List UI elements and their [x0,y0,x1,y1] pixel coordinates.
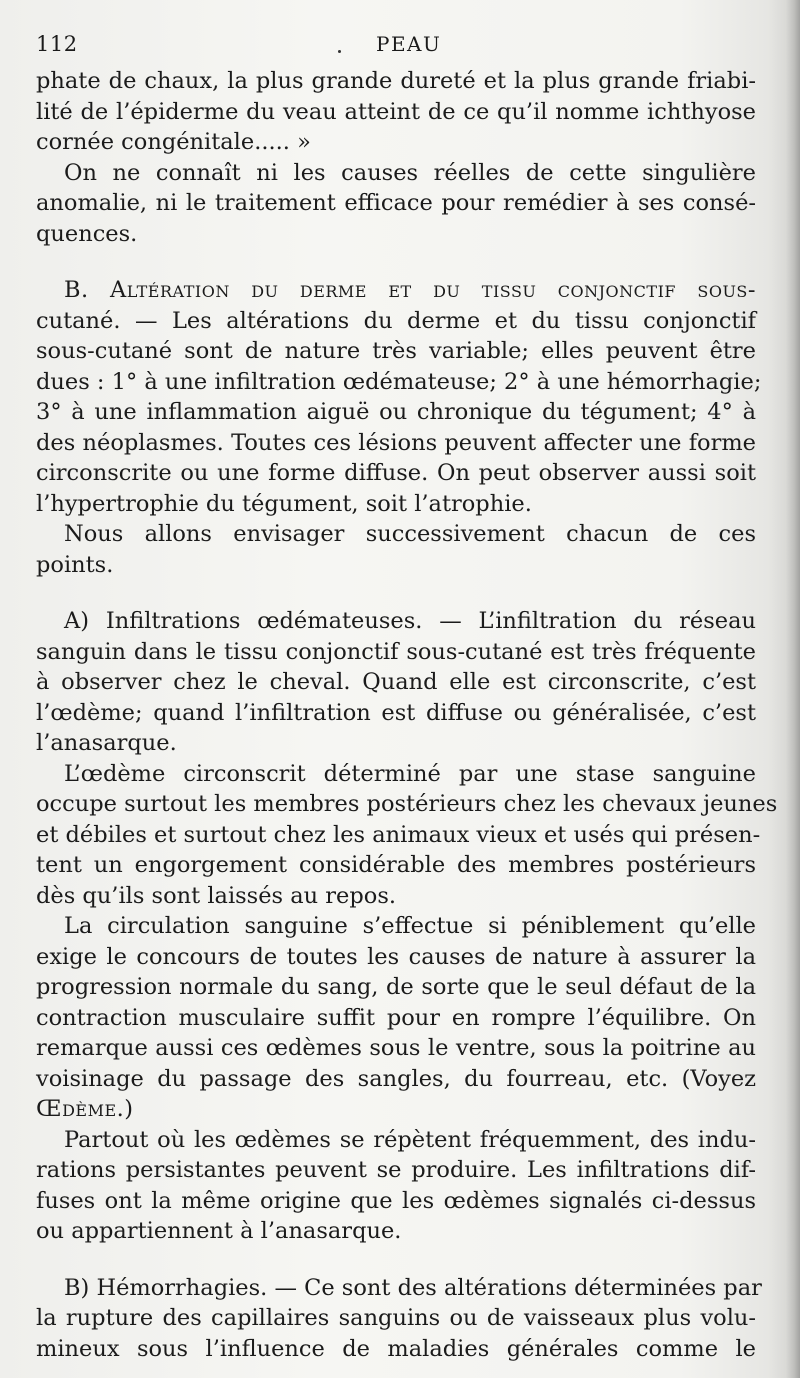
running-title: PEAU [376,32,442,56]
text-line: fuses ont la même origine que les œdèmes signalés ci-dessus [36,1187,756,1214]
text-line: ou appartiennent à l’anasarque. [36,1218,402,1244]
text-line: Partout où les œdèmes se répètent fréquemment, des indu- [64,1126,756,1153]
text-line: mineux sous l’influence de maladies générales comme le [36,1335,756,1362]
text-line: progression normale du sang, de sorte que le seul défaut de la [36,974,756,1000]
text-line: voisinage du passage des sangles, du fourreau, etc. (Voyez [36,1065,756,1092]
text-line: La circulation sanguine s’effectue si péniblement qu’elle [64,913,756,939]
text-line: dès qu’ils sont laissés au repos. [36,882,397,909]
text-line: circonscrite ou une forme diffuse. On peut observer aussi soit [36,460,756,486]
body-text [36,66,778,1364]
text-line: sous-cutané sont de nature très variable; elles peuvent être [36,338,756,364]
text-line: phate de chaux, la plus grande dureté et la plus grande friabi- [36,68,756,94]
text-line: occupe surtout les membres postérieurs chez les chevaux jeunes [36,791,778,817]
text-line: l’anasarque. [36,730,177,756]
text-line: cutané. — Les altérations du derme et du tissu conjonctif [36,307,756,334]
text-line: remarque aussi ces œdèmes sous le ventre, sous la poitrine au [36,1035,756,1061]
subsection-heading-line: A) Infiltrations œdémateuses. — L’infiltration du réseau [64,608,756,634]
print-speck [338,50,341,53]
text-line: points. [36,551,114,578]
page-header [36,30,756,64]
text-line: Nous allons envisager successivement chacun de ces [64,521,756,547]
page-spine-shadow [786,0,800,1378]
text-line: des néoplasmes. Toutes ces lésions peuvent affecter une forme [36,429,756,456]
text-line: anomalie, ni le traitement efficace pour remédier à ses consé- [36,190,756,216]
text-line: à observer chez le cheval. Quand elle est circonscrite, c’est [36,669,756,695]
section-heading-line: B. Altération du derme et du tissu conjonctif sous- [64,277,756,303]
paragraph-gap [36,580,756,606]
text-line: tent un engorgement considérable des membres postérieurs [36,852,756,878]
text-line: l’hypertrophie du tégument, soit l’atrophie. [36,490,532,517]
text-line: et débiles et surtout chez les animaux vieux et usés qui présen- [36,821,761,848]
paragraph-gap [36,249,756,275]
text-line: la rupture des capillaires sanguins ou de vaisseaux plus volu- [36,1305,756,1331]
text-line: quences. [36,220,138,247]
text-line: 3° à une inflammation aiguë ou chronique du tégument; 4° à [36,399,756,425]
subsection-heading-line: B) Hémorrhagies. — Ce sont des altérations déterminées par [64,1274,762,1301]
page-number: 112 [36,32,78,56]
text-line: cornée congénitale..... » [36,129,311,155]
text-line: On ne connaît ni les causes réelles de cette singulière [64,159,756,186]
text-line: dues : 1° à une infiltration œdémateuse; 2° à une hémorrhagie; [36,368,762,395]
paragraph-gap [36,1247,756,1273]
text-line: lité de l’épiderme du veau atteint de ce qu’il nomme ichthyose [36,98,756,125]
text-line: exige le concours de toutes les causes de nature à assurer la [36,943,756,970]
text-line: rations persistantes peuvent se produire. Les infiltrations dif- [36,1157,756,1183]
text-line: contraction musculaire suffit pour en rompre l’équilibre. On [36,1004,756,1031]
cross-reference-line: Œdème.) [36,1096,134,1122]
text-line: L’œdème circonscrit déterminé par une stase sanguine [64,760,756,787]
text-line: sanguin dans le tissu conjonctif sous-cutané est très fréquente [36,638,756,665]
text-line: l’œdème; quand l’infiltration est diffuse ou généralisée, c’est [36,699,756,726]
